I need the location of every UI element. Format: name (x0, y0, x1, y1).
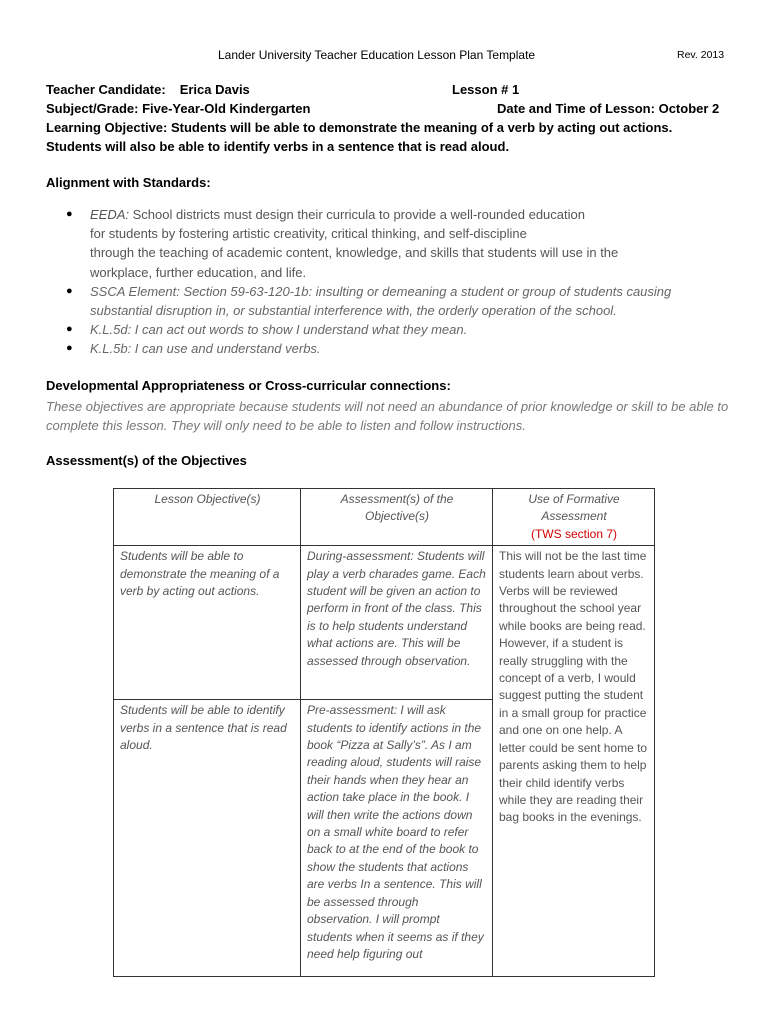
candidate-label: Teacher Candidate: (46, 82, 166, 97)
assessment-table (113, 488, 655, 977)
eeda-label: EEDA: (90, 207, 130, 222)
date-label: Date and Time of Lesson: (497, 101, 655, 116)
table-header-row (114, 489, 655, 546)
assessment-heading: Assessment(s) of the Objectives (46, 453, 247, 468)
table-cell-objective: Students will be able to identify verbs in a sentence that is read aloud. (114, 700, 301, 977)
list-item: ● K.L.5d: I can act out words to show I understand what they mean. (66, 320, 726, 339)
column-header-objective: Lesson Objective(s) (114, 489, 301, 546)
objective-line-1: Learning Objective: Students will be able to demonstrate the meaning of a verb by acting out actions. (46, 120, 673, 135)
lesson-number: Lesson # 1 (452, 82, 520, 97)
tws-note: (TWS section 7) (530, 526, 617, 541)
bullet-icon: ● (66, 284, 73, 297)
page-header (0, 48, 768, 66)
column-header-formative: Use of Formative Assessment (TWS section 7) (493, 489, 655, 546)
subject-value: Five-Year-Old Kindergarten (142, 101, 311, 116)
list-item: ● K.L.5b: I can use and understand verbs. (66, 339, 726, 358)
table-cell-assessment: During-assessment: Students will play a verb charades game. Each student will be given an action to perform in front of the class. This is to help students understand what actions are. This will be assessed through observation. (301, 546, 493, 700)
standards-list (66, 205, 726, 359)
bullet-icon: ● (66, 342, 73, 355)
standards-heading: Alignment with Standards: (46, 175, 211, 190)
list-item: ● SSCA Element: Section 59-63-120-1b: insulting or demeaning a student or group of students causing substantial disruption in, or substantial interference with, the orderly operation of the school. (66, 283, 672, 319)
revision-label: Rev. 2013 (677, 49, 725, 61)
list-item: ● EEDA: School districts must design their curricula to provide a well-rounded education for students by fostering artistic creativity, critical thinking, and self-discipline through the teaching of academic content, knowledge, and skills that students will use in the workplace, further education, and life. (66, 207, 619, 280)
objective-line-2: Students will also be able to identify verbs in a sentence that is read aloud. (46, 139, 510, 154)
table-cell-assessment: Pre-assessment: I will ask students to identify actions in the book “Pizza at Sally’s”. As I am reading aloud, students will raise their hands when they hear an action take place in the book. I will then write the actions down on a small white board to refer back to at the end of the book to show the students that actions are verbs In a sentence. This will be assessed through observation. I will prompt students when it seems as if they need help figuring out (301, 700, 493, 977)
table-cell-formative: This will not be the last time students learn about verbs. Verbs will be reviewed throughout the school year while books are being read. However, if a student is really struggling with the concept of a verb, I would suggest putting the student in a small group for practice and one on one help. A letter could be sent home to parents asking them to help their child identify verbs while they are reading their bag books in the evenings. (493, 546, 655, 977)
developmental-text: These objectives are appropriate because students will not need an abundance of prior knowledge or skill to be able to complete this lesson. They will only need to be able to listen and follow instructions. (46, 399, 729, 433)
subject-line (46, 99, 310, 118)
column-header-assessment: Assessment(s) of the Objective(s) (301, 489, 493, 546)
candidate-name: Erica Davis (179, 82, 250, 97)
developmental-heading: Developmental Appropriateness or Cross-curricular connections: (46, 378, 451, 393)
table-row (114, 546, 655, 700)
candidate-line (46, 80, 250, 99)
table-cell-objective: Students will be able to demonstrate the meaning of a verb by acting out actions. (114, 546, 301, 700)
date-line (497, 99, 719, 118)
subject-label: Subject/Grade: (46, 101, 139, 116)
bullet-icon: ● (66, 323, 73, 336)
date-value: October 2 (658, 101, 720, 116)
bullet-icon: ● (66, 208, 73, 220)
document-title: Lander University Teacher Education Lesson Plan Template (218, 48, 536, 62)
